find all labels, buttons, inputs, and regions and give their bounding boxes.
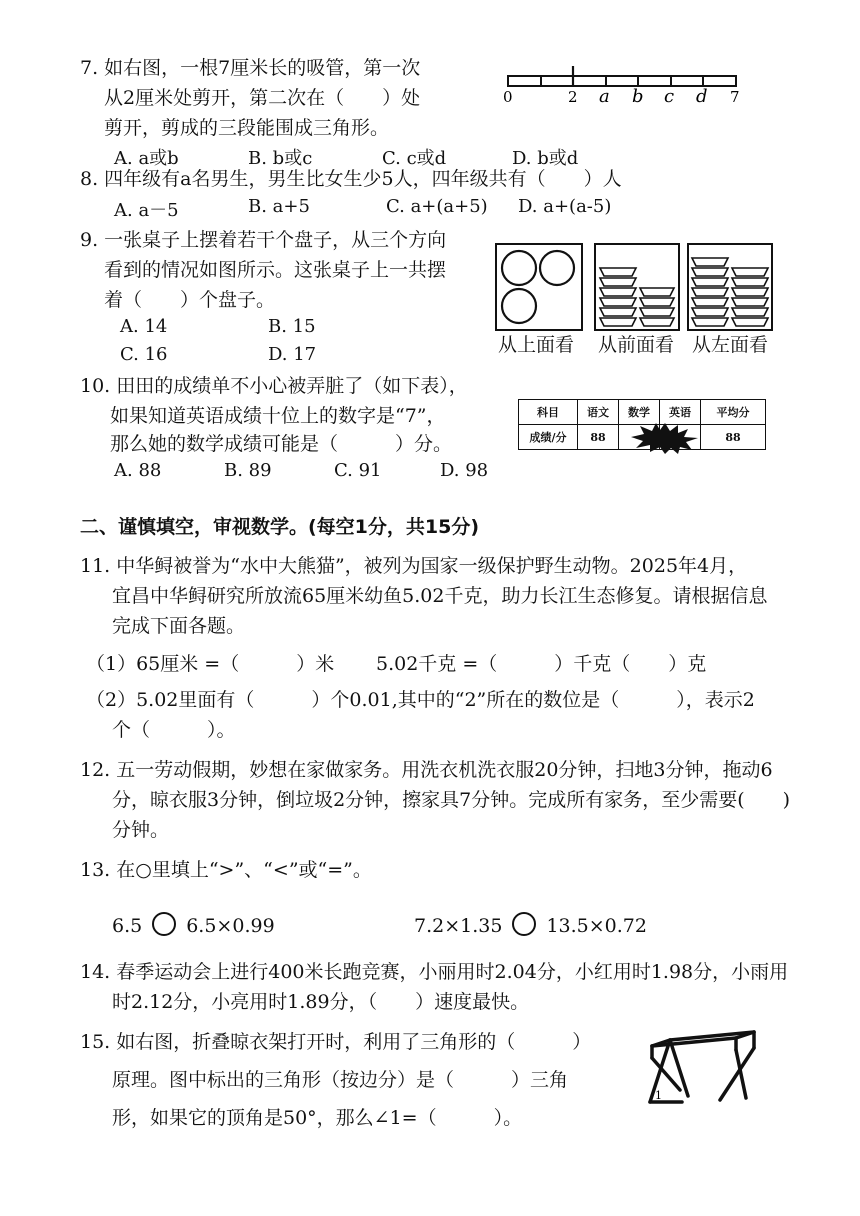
plate-front-left-stack bbox=[600, 278, 636, 286]
q15-line-2: 原理。图中标出的三角形（按边分）是（ ）三角 bbox=[112, 1069, 569, 1091]
q13-answer-circle-1[interactable] bbox=[152, 912, 176, 936]
plate-front-right-stack bbox=[640, 298, 674, 306]
score-chinese-value: 88 bbox=[578, 425, 619, 450]
plate-left-left-stack bbox=[692, 298, 728, 306]
score-header-math: 数学 bbox=[619, 400, 660, 425]
plate-left-left-stack bbox=[692, 258, 728, 266]
ink-smudge bbox=[628, 421, 702, 455]
ruler-label-b: b bbox=[632, 86, 644, 107]
q13-compare-1-right: 6.5×0.99 bbox=[186, 915, 275, 937]
q8-option-d: D. a+(a-5) bbox=[518, 196, 612, 217]
drying-rack-figure bbox=[640, 1028, 756, 1108]
ruler-label-7: 7 bbox=[730, 88, 740, 106]
plate-front-right-stack bbox=[640, 308, 674, 316]
q7-line-1: 7. 如右图，一根7厘米长的吸管，第一次 bbox=[80, 57, 421, 79]
plate-left-left-stack bbox=[692, 308, 728, 316]
score-row-label: 成绩/分 bbox=[519, 425, 578, 450]
q10-option-c: C. 91 bbox=[334, 460, 382, 481]
plate-left-left-stack bbox=[692, 278, 728, 286]
plate-front-right-stack bbox=[640, 318, 674, 326]
q13-compare-1 bbox=[112, 912, 275, 940]
q9-option-b: B. 15 bbox=[268, 316, 316, 337]
q13-compare-2 bbox=[414, 912, 647, 940]
plate-left-right-stack bbox=[732, 278, 768, 286]
score-header-subject: 科目 bbox=[519, 400, 578, 425]
score-table-wrap bbox=[518, 399, 766, 450]
plate-left-right-stack bbox=[732, 268, 768, 276]
plates-three-views-figure bbox=[494, 242, 774, 334]
plate-left-left-stack bbox=[692, 268, 728, 276]
plate-front-left-stack bbox=[600, 288, 636, 296]
score-average-value: 88 bbox=[701, 425, 766, 450]
plate-front-right-stack bbox=[640, 288, 674, 296]
score-header-average: 平均分 bbox=[701, 400, 766, 425]
q15-line-1: 15. 如右图，折叠晾衣架打开时，利用了三角形的（ ） bbox=[80, 1031, 592, 1053]
plate-left-left-stack bbox=[692, 288, 728, 296]
view-label-front: 从前面看 bbox=[598, 334, 675, 356]
plate-left-right-stack bbox=[732, 288, 768, 296]
view-label-top: 从上面看 bbox=[498, 334, 575, 356]
q7-option-c: C. c或d bbox=[382, 148, 447, 169]
q11-line-2: 宜昌中华鲟研究所放流65厘米幼鱼5.02千克，助力长江生态修复。请根据信息 bbox=[112, 585, 768, 607]
q11-sub1-a: （1）65厘米 =（ ）米 bbox=[86, 653, 335, 675]
plate-left-left-stack bbox=[692, 318, 728, 326]
q9-option-d: D. 17 bbox=[268, 344, 317, 365]
plate-left-right-stack bbox=[732, 308, 768, 316]
score-header-chinese: 语文 bbox=[578, 400, 619, 425]
q14-line-2: 时2.12分，小亮用时1.89分，（ ）速度最快。 bbox=[112, 991, 530, 1013]
q8-option-c: C. a+(a+5) bbox=[386, 196, 488, 217]
q15-line-3: 形，如果它的顶角是50°，那么∠1=（ ）。 bbox=[112, 1107, 523, 1129]
q10-line-1: 10. 田田的成绩单不小心被弄脏了（如下表）， bbox=[80, 375, 468, 397]
q13-compare-2-right: 13.5×0.72 bbox=[546, 915, 647, 937]
q7-option-a: A. a或b bbox=[114, 148, 179, 169]
q13-compare-2-left: 7.2×1.35 bbox=[414, 915, 503, 937]
ruler-label-2: 2 bbox=[568, 88, 578, 106]
q7-option-d: D. b或d bbox=[512, 148, 579, 169]
q11-line-1: 11. 中华鲟被誉为“水中大熊猫”，被列为国家一级保护野生动物。2025年4月， bbox=[80, 555, 748, 577]
plate-left-right-stack bbox=[732, 298, 768, 306]
ruler-label-c: c bbox=[664, 86, 675, 107]
q9-line-3: 着（ ）个盘子。 bbox=[104, 289, 276, 311]
plate-front-left-stack bbox=[600, 318, 636, 326]
q8-line: 8. 四年级有a名男生，男生比女生少5人，四年级共有（ ）人 bbox=[80, 168, 622, 190]
q7-option-b: B. b或c bbox=[248, 148, 313, 169]
plate-front-left-stack bbox=[600, 308, 636, 316]
q7-line-2: 从2厘米处剪开，第二次在（ ）处 bbox=[104, 87, 421, 109]
q10-option-a: A. 88 bbox=[114, 460, 162, 481]
q9-line-2: 看到的情况如图所示。这张桌子上一共摆 bbox=[104, 259, 447, 281]
q9-line-1: 9. 一张桌子上摆着若干个盘子，从三个方向 bbox=[80, 229, 447, 251]
ruler-label-0: 0 bbox=[503, 88, 513, 106]
q11-sub2-line-2: 个（ ）。 bbox=[112, 719, 236, 741]
q8-option-b: B. a+5 bbox=[248, 196, 310, 217]
q12-line-3: 分钟。 bbox=[112, 819, 170, 841]
q7-line-3: 剪开，剪成的三段能围成三角形。 bbox=[104, 117, 390, 139]
score-header-english: 英语 bbox=[660, 400, 701, 425]
angle-1-label: 1 bbox=[655, 1089, 662, 1102]
q13-compare-1-left: 6.5 bbox=[112, 915, 143, 937]
q10-line-2: 如果知道英语成绩十位上的数字是“7”， bbox=[110, 405, 446, 427]
ruler-label-d: d bbox=[696, 86, 708, 107]
q9-option-c: C. 16 bbox=[120, 344, 168, 365]
q9-option-a: A. 14 bbox=[120, 316, 168, 337]
section-2-title: 二、谨慎填空，审视数学。(每空1分，共15分) bbox=[80, 516, 480, 538]
q10-line-3: 那么她的数学成绩可能是（ ）分。 bbox=[110, 433, 453, 455]
q11-sub1-b: 5.02千克 =（ ）千克（ ）克 bbox=[376, 653, 707, 675]
q11-line-3: 完成下面各题。 bbox=[112, 615, 246, 637]
q13-line: 13. 在○里填上“>”、“<”或“=”。 bbox=[80, 859, 372, 881]
plate-front-left-stack bbox=[600, 268, 636, 276]
q10-option-b: B. 89 bbox=[224, 460, 272, 481]
plate-front-left-stack bbox=[600, 298, 636, 306]
q14-line-1: 14. 春季运动会上进行400米长跑竞赛，小丽用时2.04分，小红用时1.98分，小雨用 bbox=[80, 961, 789, 983]
straw-ruler-figure bbox=[500, 60, 750, 110]
view-label-left: 从左面看 bbox=[692, 334, 769, 356]
q12-line-2: 分，晾衣服3分钟，倒垃圾2分钟，擦家具7分钟。完成所有家务，至少需要( ) bbox=[112, 789, 791, 811]
q12-line-1: 12. 五一劳动假期，妙想在家做家务。用洗衣机洗衣服20分钟，扫地3分钟，拖动6 bbox=[80, 759, 773, 781]
ruler-label-a: a bbox=[599, 86, 610, 107]
q11-sub2-line-1: （2）5.02里面有（ ）个0.01,其中的“2”所在的数位是（ ），表示2 bbox=[86, 689, 755, 711]
q13-answer-circle-2[interactable] bbox=[512, 912, 536, 936]
plate-left-right-stack bbox=[732, 318, 768, 326]
q10-option-d: D. 98 bbox=[440, 460, 489, 481]
q8-option-a: A. a－5 bbox=[114, 200, 179, 221]
